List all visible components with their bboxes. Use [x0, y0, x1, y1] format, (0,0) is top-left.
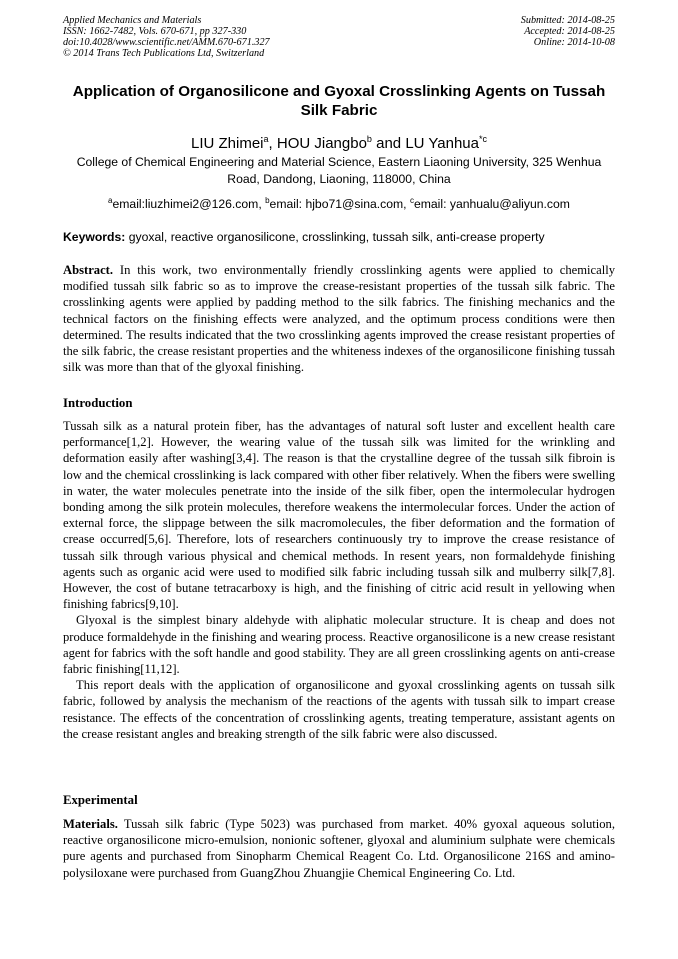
- email-link[interactable]: email:liuzhimei2@126.com,: [112, 197, 266, 212]
- abstract-text: In this work, two environmentally friendly crosslinking agents were applied to chemically modified tussah silk fabric so as to improve the crease-resistant properties of the tussah silk fabric. The crosslinking agents were applied by padding method to the silk fabrics. The finishing mechanics and the technical factors on the finishing effects were analyzed, and the optimum process conditions were then determined. The results indicated that the two crosslinking agents improved the crease resistant properties of the silk fabric, the crease resistant properties and the whiteness indexes of the organosilicone finishing tussah silk was more than that of the glyoxal finishing.: [63, 263, 615, 375]
- submitted-date: Submitted: 2014-08-25: [520, 15, 615, 26]
- paragraph: This report deals with the application of organosilicone and gyoxal crosslinking agents on tussah silk fabric, followed by analysis the mechanism of the reactions of the agents with tussah silk to impart crease resistance. The effects of the concentration of crosslinking agents, treating temperature, assistant agents on the crease resistant angles and breaking strength of the silk fabric were also discussed.: [63, 678, 615, 741]
- keywords-label: Keywords:: [63, 230, 126, 244]
- email-mark: b: [265, 196, 270, 205]
- journal-info: [63, 15, 270, 59]
- author-affil-mark: a: [263, 134, 269, 144]
- accepted-date: Accepted: 2014-08-25: [524, 26, 615, 37]
- keywords-text: gyoxal, reactive organosilicone, crosslinking, tussah silk, anti-crease property: [125, 230, 545, 244]
- paragraph: Tussah silk as a natural protein fiber, has the advantages of natural soft luster and excellent health care performance[1,2]. However, the wearing value of the tussah silk was limited for the wrinkling and deformation easily after washing[3,4]. The reason is that the crystalline degree of the tussah silk fibroin is low and the chemical crosslinking is lack compared with other fiber relatively. When the fibers were swelling in water, the water molecules penetrate into the inside of the silk fiber, open the intermolecular hydrogen bonding among the silk protein molecules, therefore weakens the intermolecular forces. Under the action of external force, the slippage between the silk macromolecules, the fiber deformation and the formation of crease occurred[5,6]. Therefore, lots of researchers continuously try to improve the crease resistance of tussah silk through various physical and chemical methods. In resent years, non formaldehyde finishing agents such as organic acid were used to modified silk fabric including tussah silk and mulberry silk[7,8]. However, the cost of butane tetracarboxy is high, and the finishing of citric acid result in yellowing when finishing fabrics[9,10].: [63, 419, 615, 612]
- journal-name: Applied Mechanics and Materials: [63, 15, 202, 26]
- author-name: LIU Zhimei: [190, 135, 264, 152]
- materials-text: Tussah silk fabric (Type 5023) was purchased from market. 40% gyoxal aqueous solution, reactive organosilicone micro-emulsion, nonionic softener, glyoxal and aluminium sulphate were chemicals pure agents and purchased from Sinopharm Chemical Reagent Co. Ltd. Organosilicone 216S and amino-polysiloxane were purchased from GuangZhou Zhuangjie Chemical Engineering Co. Ltd.: [63, 817, 615, 880]
- author-separator: ,: [268, 135, 277, 152]
- abstract-label: Abstract.: [63, 263, 114, 277]
- email-link[interactable]: email: yanhualu@aliyun.com: [413, 197, 570, 212]
- affiliation: College of Chemical Engineering and Material Science, Eastern Liaoning University, 325 Wenhua Road, Dandong, Liaoning, 118000, China: [76, 155, 602, 186]
- online-date: Online: 2014-10-08: [533, 37, 615, 48]
- author-affil-mark: *c: [479, 134, 488, 144]
- journal-issn: ISSN: 1662-7482, Vols. 670-671, pp 327-330: [63, 26, 247, 37]
- submission-dates: [521, 15, 615, 48]
- materials-label: Materials.: [63, 817, 118, 831]
- author-separator: and: [371, 135, 406, 152]
- author-name: LU Yanhua: [405, 135, 479, 152]
- email-link[interactable]: email: hjbo71@sina.com,: [269, 197, 410, 212]
- email-mark: a: [108, 196, 113, 205]
- section-heading-introduction: Introduction: [63, 396, 133, 410]
- email-mark: c: [409, 196, 414, 205]
- author-list: [60, 130, 618, 153]
- materials-paragraph: [63, 816, 615, 881]
- section-heading-experimental: Experimental: [63, 793, 138, 807]
- paragraph: Glyoxal is the simplest binary aldehyde with aliphatic molecular structure. It is cheap and does not produce formaldehyde in the finishing and wearing process. Reactive organosilicone is a new crease resistant agent for fabrics with the soft handle and good stability. They are all green crosslinking agents on anti-crease fabric finishing[11,12].: [63, 613, 615, 677]
- author-emails: [63, 193, 615, 212]
- journal-doi: doi:10.4028/www.scientific.net/AMM.670-671.327: [63, 37, 270, 48]
- author-name: HOU Jiangbo: [276, 135, 367, 152]
- journal-copyright: © 2014 Trans Tech Publications Ltd, Switzerland: [63, 48, 265, 59]
- paper-title: Application of Organosilicone and Gyoxal Crosslinking Agents on Tussah Silk Fabric: [72, 83, 606, 119]
- author-affil-mark: b: [366, 134, 372, 144]
- keywords: [63, 229, 615, 245]
- abstract: [63, 262, 615, 375]
- introduction-body: [63, 418, 615, 742]
